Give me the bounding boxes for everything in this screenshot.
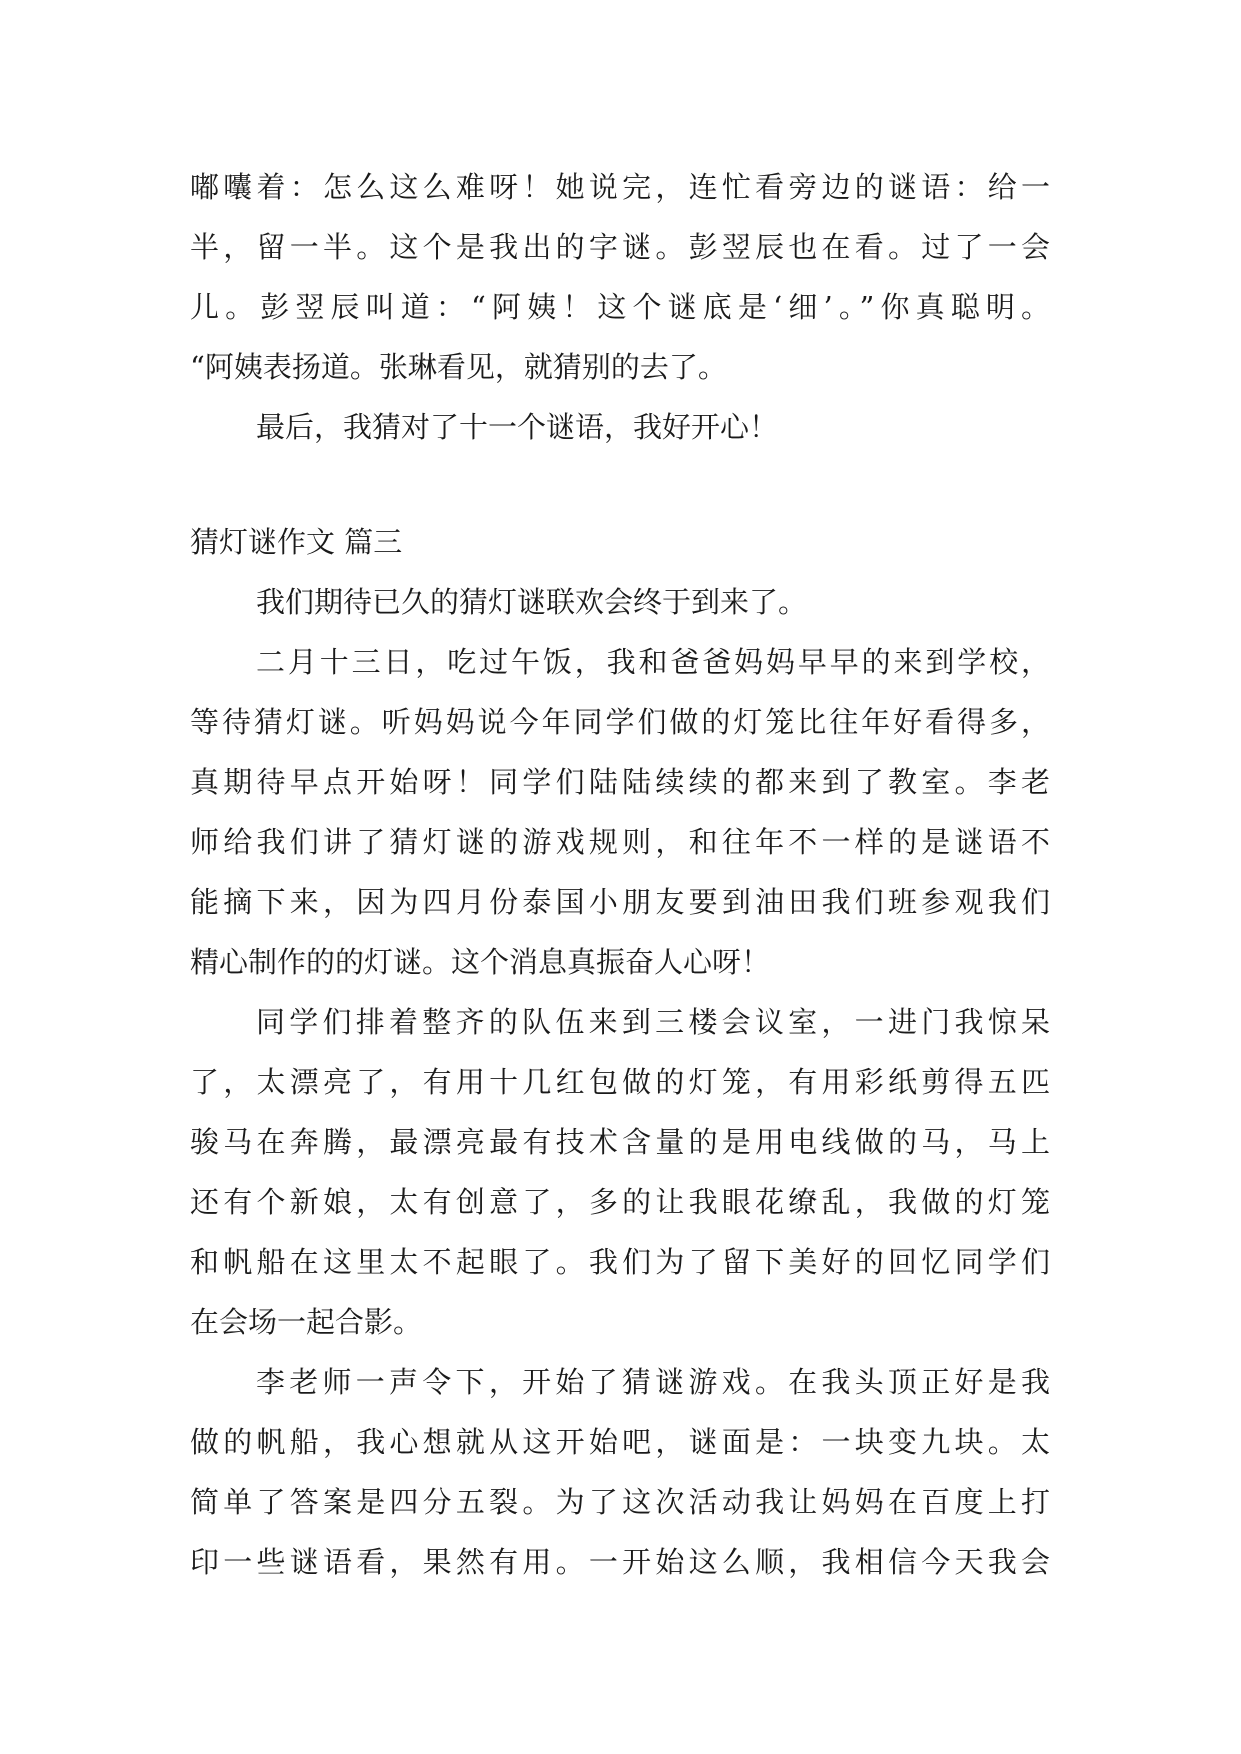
paragraph-line: 李老师一声令下，开始了猜谜游戏。在我头顶正好是我 — [256, 1365, 1050, 1399]
paragraph-line: 能摘下来，因为四月份泰国小朋友要到油田我们班参观我们 — [190, 885, 1050, 919]
paragraph-line: 二月十三日，吃过午饭，我和爸爸妈妈早早的来到学校， — [256, 645, 1050, 679]
paragraph-line: 师给我们讲了猜灯谜的游戏规则，和往年不一样的是谜语不 — [190, 825, 1050, 859]
paragraph-line: 做的帆船，我心想就从这开始吧，谜面是：一块变九块。太 — [190, 1425, 1050, 1459]
paragraph-line: 骏马在奔腾，最漂亮最有技术含量的是用电线做的马，马上 — [190, 1125, 1050, 1159]
paragraph-line: “阿姨表扬道。张琳看见，就猜别的去了。 — [190, 350, 727, 384]
paragraph-line: 儿。彭翌辰叫道：“阿姨！这个谜底是‘细’。”你真聪明。 — [190, 290, 1050, 324]
paragraph-line: 精心制作的的灯谜。这个消息真振奋人心呀！ — [190, 945, 771, 979]
paragraph-line: 在会场一起合影。 — [190, 1305, 423, 1339]
paragraph-line: 印一些谜语看，果然有用。一开始这么顺，我相信今天我会 — [190, 1545, 1050, 1579]
paragraph-line: 简单了答案是四分五裂。为了这次活动我让妈妈在百度上打 — [190, 1485, 1050, 1519]
paragraph-line: 真期待早点开始呀！同学们陆陆续续的都来到了教室。李老 — [190, 765, 1050, 799]
paragraph-line: 还有个新娘，太有创意了，多的让我眼花缭乱，我做的灯笼 — [190, 1185, 1050, 1219]
paragraph-line: 半，留一半。这个是我出的字谜。彭翌辰也在看。过了一会 — [190, 230, 1050, 264]
paragraph-line: 我们期待已久的猜灯谜联欢会终于到来了。 — [256, 585, 808, 619]
paragraph-line: 嘟囔着：怎么这么难呀！她说完，连忙看旁边的谜语：给一 — [190, 170, 1050, 204]
paragraph-line: 等待猜灯谜。听妈妈说今年同学们做的灯笼比往年好看得多， — [190, 705, 1050, 739]
paragraph-line: 最后，我猜对了十一个谜语，我好开心！ — [256, 410, 779, 444]
paragraph-line: 同学们排着整齐的队伍来到三楼会议室，一进门我惊呆 — [256, 1005, 1050, 1039]
paragraph-line: 了，太漂亮了，有用十几红包做的灯笼，有用彩纸剪得五匹 — [190, 1065, 1050, 1099]
paragraph-line: 和帆船在这里太不起眼了。我们为了留下美好的回忆同学们 — [190, 1245, 1050, 1279]
section-heading: 猜灯谜作文 篇三 — [190, 525, 403, 559]
